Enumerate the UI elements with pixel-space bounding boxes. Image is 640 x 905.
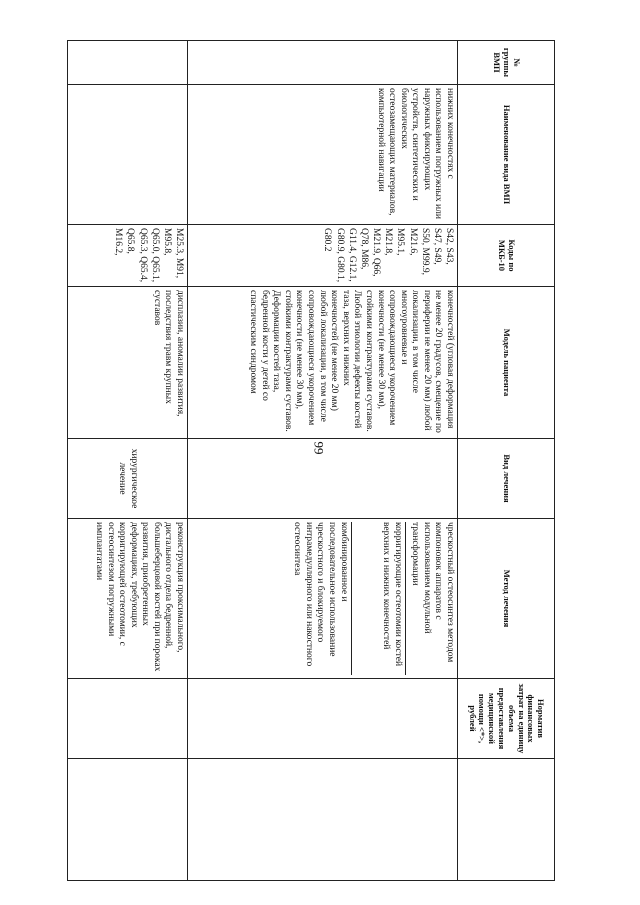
cell-type: хирургическое лечение <box>68 439 188 519</box>
cell-codes: M25.3, M91, M95.8, Q65.0, Q65.1, Q65.3, Q65.4, Q65.8, M16.2, <box>68 225 188 287</box>
header-model: Модель пациента <box>458 287 555 439</box>
header-method: Метод лечения <box>458 519 555 679</box>
method-item: реконструкция проксимального, дистального отдела бедренной, большеберцовой костей при пороках развития, приобретенных деформациях, требующих корригирующей остеотомии, с остеосинтезом погружными имплантатами <box>93 522 185 672</box>
cell-group <box>188 41 458 85</box>
table-row <box>68 41 188 881</box>
cell-method <box>68 519 188 679</box>
cell-type <box>188 439 458 519</box>
header-spacer <box>458 759 555 881</box>
cell-norm <box>68 679 188 759</box>
vmp-table <box>67 40 555 881</box>
page-number: 99 <box>311 441 327 455</box>
header-row <box>458 41 555 881</box>
cell-spacer <box>68 759 188 881</box>
method-item: корригирующие остеотомии костей верхних и нижних конечностей <box>380 522 406 675</box>
cell-spacer <box>188 759 458 881</box>
cell-model: дисплазии, аномалии развития, последствия травм крупных суставов <box>68 287 188 439</box>
method-item: чрескостный остеосинтез методом компоновок аппаратов с использованием модульной трансформации <box>410 522 455 663</box>
header-name: Наименование вида ВМП <box>458 85 555 225</box>
cell-norm <box>188 679 458 759</box>
header-group: № группы ВМП <box>458 41 555 85</box>
header-type: Вид лечения <box>458 439 555 519</box>
cell-model: конечностей (угловая деформация не менее 20 градусов, смещение по периферии не менее 20 мм) любой локализации, в том числе многоуровневые и сопровождающиеся укорочением конечности (не менее 30 мм), стойкими контрактурами суставов. Любой этиологии дефекты костей таза, верхних и нижних конечностей (не менее 20 мм) любой локализации, в том числе сопровождающиеся укорочением конечности (не менее 30 мм), стойкими контрактурами суставов. Деформации костей таза, бедренной кости у детей со спастическим синдромом <box>188 287 458 439</box>
rotated-table-page <box>65 40 555 880</box>
cell-name <box>68 85 188 225</box>
cell-group <box>68 41 188 85</box>
method-item: комбинированное и последовательное использование чрескостного и блокируемого интрамедуллярного или накостного остеосинтеза <box>291 522 352 675</box>
cell-method <box>188 519 458 679</box>
cell-name: нижних конечностях с использованием погружных или наружных фиксирующих устройств, синтетических и биологических остеозамещающих материалов, компьютерной навигации <box>188 85 458 225</box>
cell-codes: S42, S43, S47, S49, S50, M99.9, M21.6, M95.1, M21.8, M21.9, Q66, Q78, M86, G11.4, G12.1, G80.9, G80.1, G80.2 <box>188 225 458 287</box>
header-norm: Норматив финансовых затрат на единицу объема предоставления медицинской помощи <*>, рублей <box>458 679 555 759</box>
header-codes: Коды по МКБ-10 <box>458 225 555 287</box>
table-row <box>188 41 458 881</box>
